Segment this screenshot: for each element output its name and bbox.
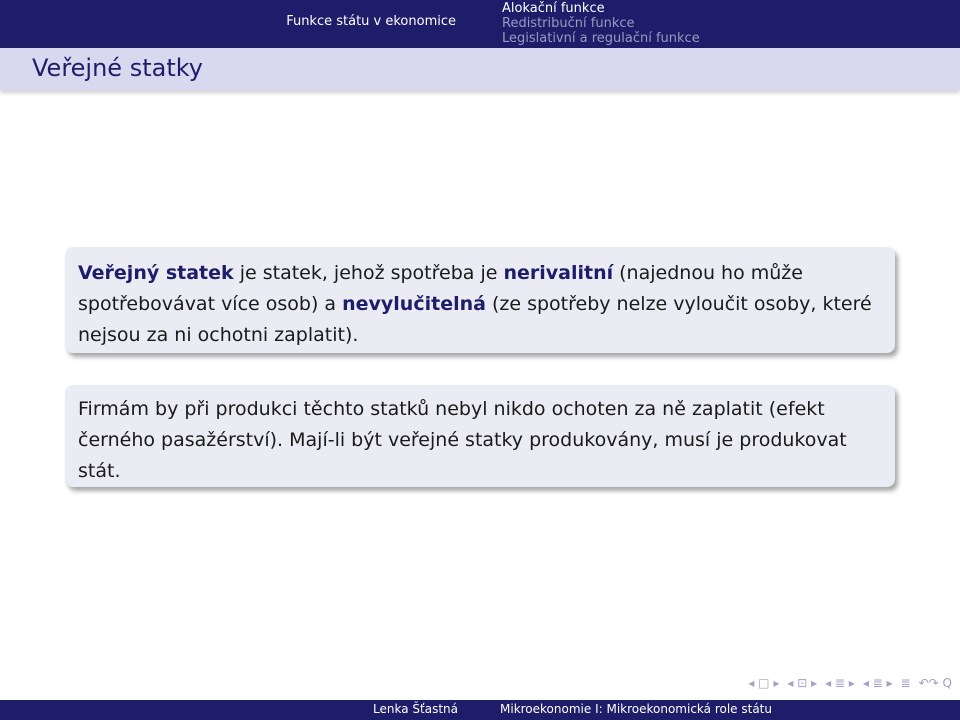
term-verejny-statek: Veřejný statek <box>78 262 234 284</box>
search-nav-icon[interactable]: ↶↷ Q <box>918 676 952 690</box>
nav-subsection-legislativni[interactable]: Legislativní a regulační funkce <box>502 31 700 46</box>
footer <box>0 700 960 720</box>
footer-title-panel <box>480 700 960 720</box>
section2-nav-icon[interactable]: ◂ ≣ ▸ <box>862 676 893 690</box>
beamer-navigation-symbols <box>748 674 952 692</box>
nav-subsection-alokacni[interactable]: Alokační funkce <box>502 1 605 16</box>
nav-subsection-redistribucni[interactable]: Redistribuční funkce <box>502 16 635 31</box>
header-section-panel <box>0 0 480 48</box>
frame-nav-icon[interactable]: ◂ □ ▸ <box>748 676 780 690</box>
definition-text-3: (ze spotřeby nelze vyloučit osoby, které nejsou za ni ochotni zaplatit). <box>78 293 872 346</box>
definition-text-2: (najednou ho může spotřebovávat více osob) a <box>78 262 803 315</box>
frame-title-bar <box>0 48 960 90</box>
definition-block <box>65 247 895 353</box>
explanation-block <box>65 385 895 487</box>
term-nevylucitelna: nevylučitelná <box>342 293 486 315</box>
subsection-nav-icon[interactable]: ◂ ⊡ ▸ <box>787 676 818 690</box>
header-subsection-panel <box>480 0 960 48</box>
term-nerivalitni: nerivalitní <box>503 262 614 284</box>
section-nav-icon[interactable]: ◂ ≣ ▸ <box>825 676 855 690</box>
definition-text-1: je statek, jehož spotřeba je <box>233 262 504 284</box>
header-navigation <box>0 0 960 48</box>
explanation-text: Firmám by při produkci těchto statků nebyl nikdo ochoten za ně zaplatit (efekt černého pasažérství). Mají-li být veřejné statky produkovány, musí je produkovat stát. <box>78 398 847 482</box>
nav-section-current[interactable]: Funkce státu v ekonomice <box>286 14 456 29</box>
footer-presentation-title: Mikroekonomie I: Mikroekonomická role státu <box>500 702 772 716</box>
frame-title: Veřejné statky <box>32 54 203 82</box>
document-nav-icon[interactable]: ≣ <box>900 676 911 690</box>
footer-author: Lenka Šťastná <box>373 702 458 716</box>
footer-author-panel <box>0 700 480 720</box>
